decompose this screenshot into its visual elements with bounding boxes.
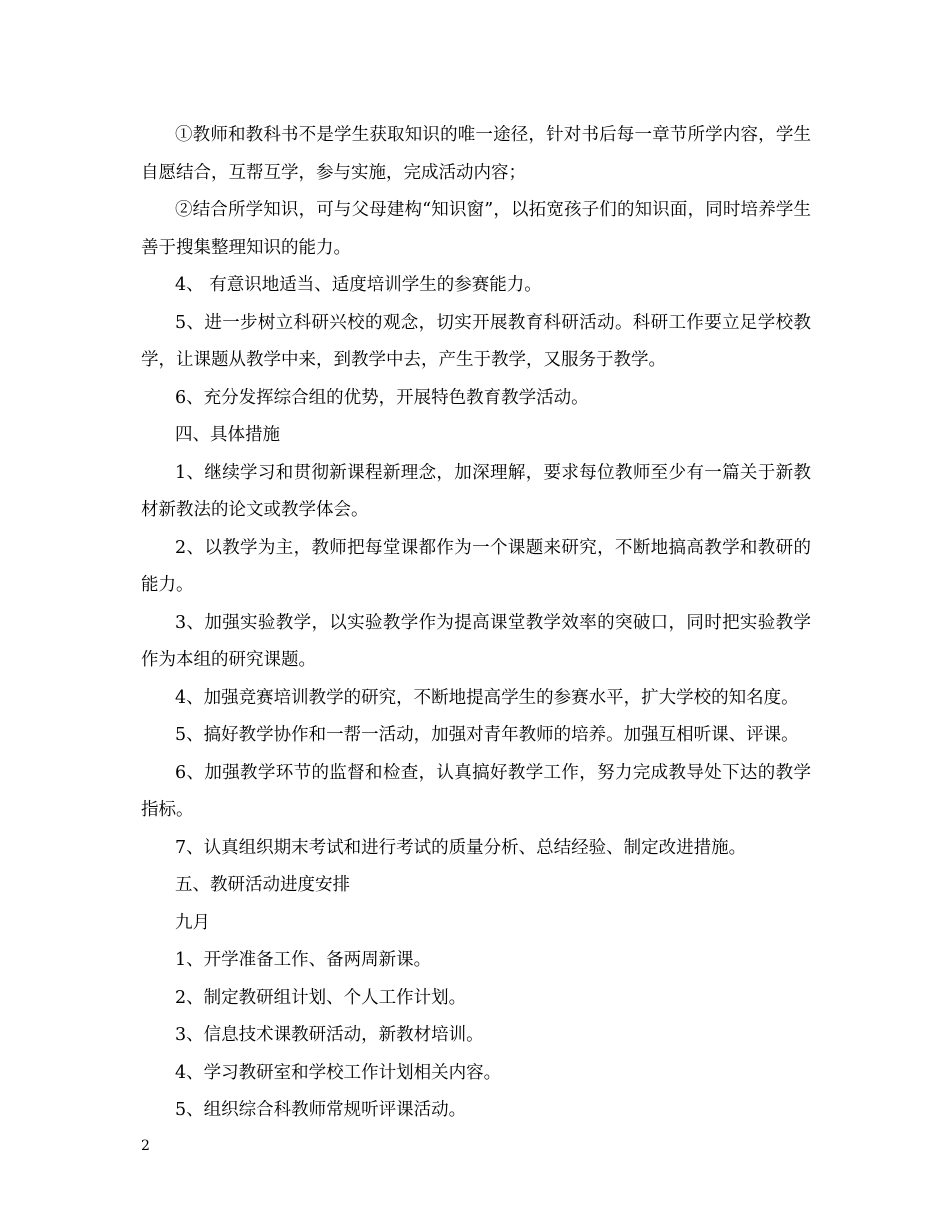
list-item: 4、学习教研室和学校工作计划相关内容。 xyxy=(175,1062,502,1083)
paragraph: 2、以教学为主，教师把每堂课都作为一个课题来研究，不断地搞高教学和教研的能力。 xyxy=(141,537,811,595)
paragraph: 5、进一步树立科研兴校的观念，切实开展教育科研活动。科研工作要立足学校教学，让课题从教学中来，到教学中去，产生于教学，又服务于教学。 xyxy=(141,312,811,370)
paragraph: 1、继续学习和贯彻新课程新理念，加深理解，要求每位教师至少有一篇关于新教材新教法的论文或教学体会。 xyxy=(141,462,811,520)
list-item: 5、组织综合科教师常规听评课活动。 xyxy=(175,1100,467,1120)
paragraph: ②结合所学知识，可与父母建构“知识窗”，以拓宽孩子们的知识面，同时培养学生善于搜集整理知识的能力。 xyxy=(141,200,811,258)
section-heading: 五、教研活动进度安排 xyxy=(175,875,350,895)
list-item: 3、信息技术课教研活动，新教材培训。 xyxy=(175,1025,484,1045)
paragraph: 7、认真组织期末考试和进行考试的质量分析、总结经验、制定改进措施。 xyxy=(175,837,747,858)
list-item: 1、开学准备工作、备两周新课。 xyxy=(175,950,432,970)
list-item: 2、制定教研组计划、个人工作计划。 xyxy=(175,987,467,1008)
paragraph: ①教师和教科书不是学生获取知识的唯一途径，针对书后每一章节所学内容，学生自愿结合，互帮互学，参与实施，完成活动内容； xyxy=(141,125,811,183)
page-number: 2 xyxy=(141,1138,150,1154)
paragraph: 4、 有意识地适当、适度培训学生的参赛能力。 xyxy=(175,275,542,295)
month-heading: 九月 xyxy=(175,912,210,933)
page-body xyxy=(141,117,811,1130)
paragraph: 4、加强竞赛培训教学的研究，不断地提高学生的参赛水平，扩大学校的知名度。 xyxy=(175,687,799,708)
paragraph: 3、加强实验教学，以实验教学作为提高课堂教学效率的突破口，同时把实验教学作为本组的研究课题。 xyxy=(141,612,811,670)
section-heading: 四、具体措施 xyxy=(175,425,280,445)
paragraph: 6、充分发挥综合组的优势，开展特色教育教学活动。 xyxy=(175,387,589,408)
paragraph: 6、加强教学环节的监督和检查，认真搞好教学工作，努力完成教导处下达的教学指标。 xyxy=(141,762,811,820)
paragraph: 5、搞好教学协作和一帮一活动，加强对青年教师的培养。加强互相听课、评课。 xyxy=(175,725,799,745)
